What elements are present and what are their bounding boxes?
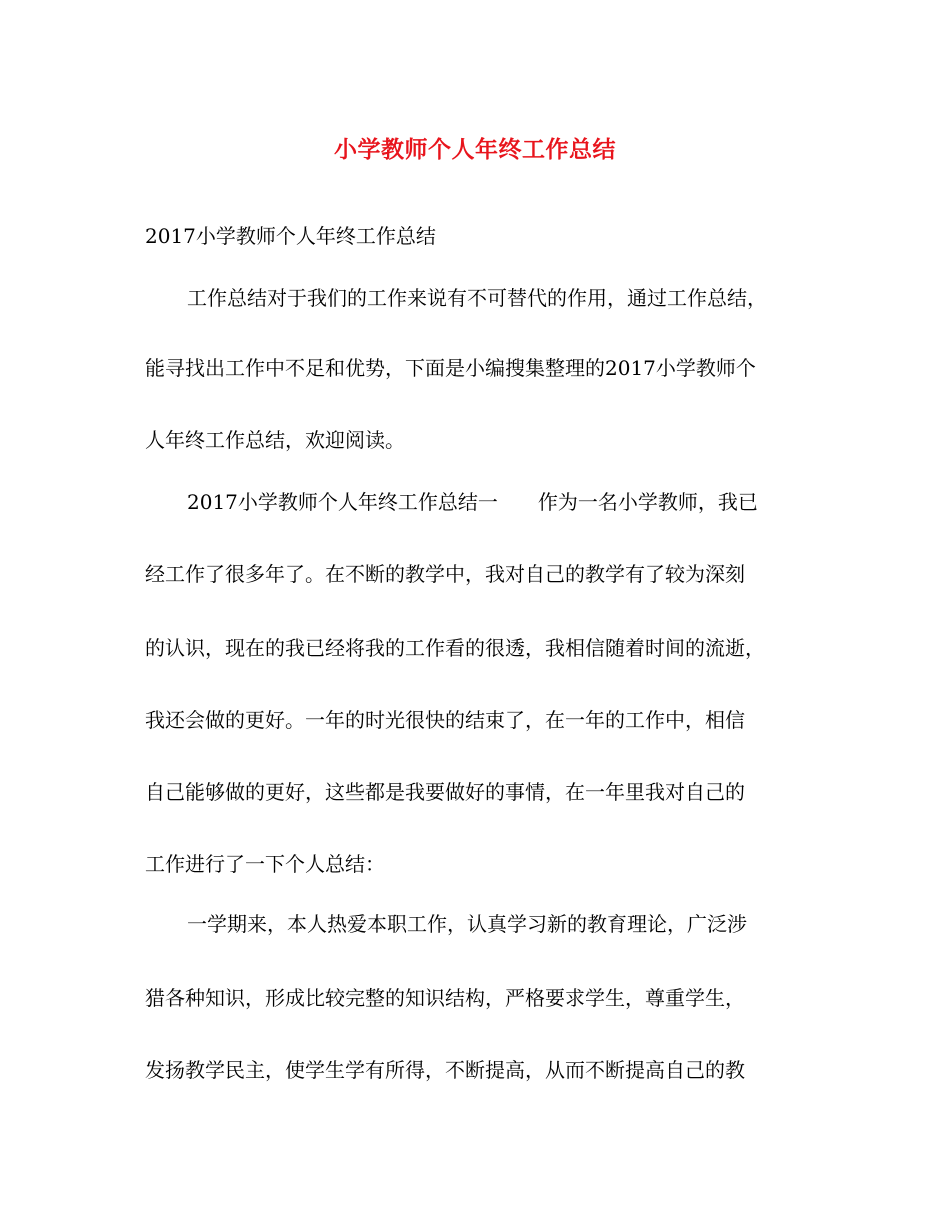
paragraph-line: 能寻找出工作中不足和优势，下面是小编搜集整理的2017小学教师个	[145, 356, 756, 380]
paragraph-line: 经工作了很多年了。在不断的教学中，我对自己的教学有了较为深刻	[145, 562, 745, 586]
paragraph-line: 猎各种知识，形成比较完整的知识结构，严格要求学生，尊重学生，	[145, 986, 745, 1010]
document-title: 小学教师个人年终工作总结	[334, 136, 616, 163]
paragraph-line: 自己能够做的更好，这些都是我要做好的事情，在一年里我对自己的	[145, 780, 745, 804]
paragraph-line: 一学期来，本人热爱本职工作，认真学习新的教育理论，广泛涉	[187, 912, 747, 936]
paragraph-line: 发扬教学民主，使学生学有所得，不断提高，从而不断提高自己的教	[145, 1058, 745, 1082]
paragraph-line: 我还会做的更好。一年的时光很快的结束了，在一年的工作中，相信	[145, 708, 745, 732]
paragraph-line: 的认识，现在的我已经将我的工作看的很透，我相信随着时间的流逝，	[145, 636, 765, 660]
paragraph-line: 2017小学教师个人年终工作总结一 作为一名小学教师，我已	[187, 490, 758, 514]
paragraph-line: 人年终工作总结，欢迎阅读。	[145, 428, 405, 452]
paragraph-line: 工作进行了一下个人总结：	[145, 852, 385, 876]
document-heading: 2017小学教师个人年终工作总结	[145, 224, 436, 248]
paragraph-line: 工作总结对于我们的工作来说有不可替代的作用，通过工作总结，	[187, 286, 767, 310]
